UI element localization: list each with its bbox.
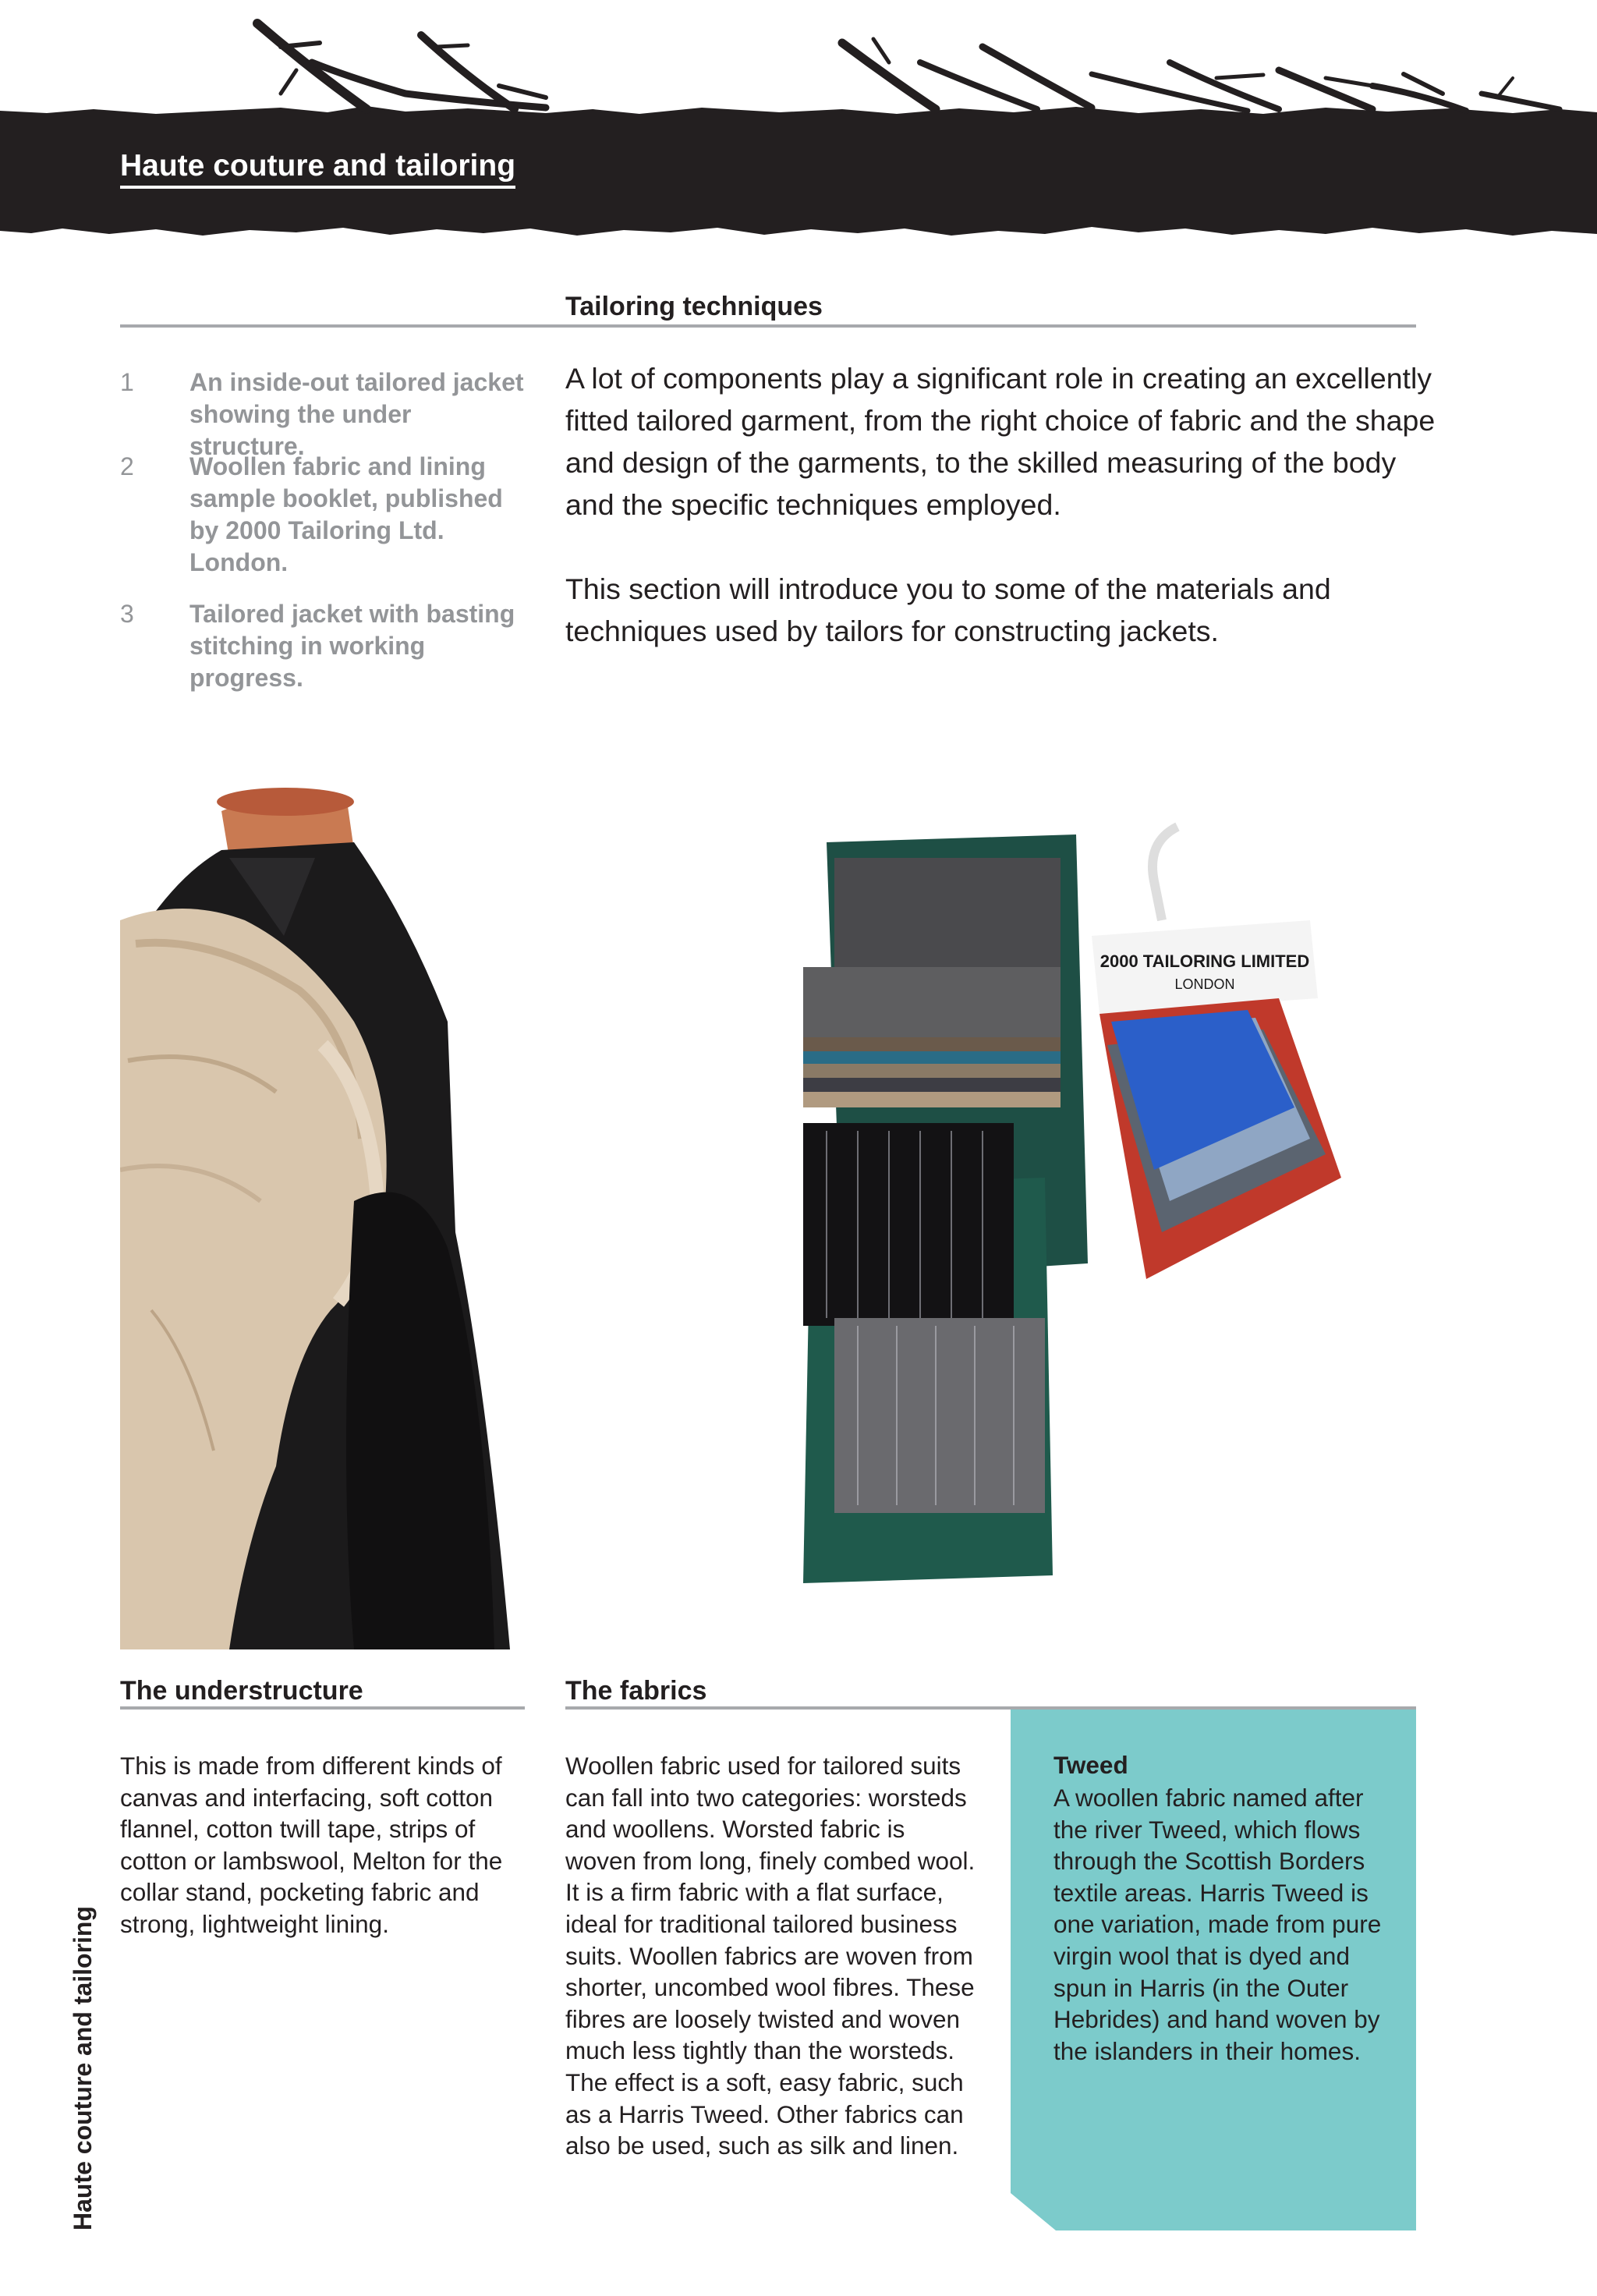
header-title: Haute couture and tailoring	[120, 148, 515, 189]
understructure-rule	[120, 1706, 525, 1710]
fabrics-text: Woollen fabric used for tailored suits can fall into two categories: worsteds and woollens. Worsted fabric is woven from long, finely combed wool. It is a firm fabric with a flat surface, ideal for traditional tailored business suits. Woollen fabrics are woven from shorter, uncombed wool fibres. These fibres are loosely twisted and woven much less tightly than the worsteds. The effect is a soft, easy fabric, such as a Harris Tweed. Other fabrics can also be used, such as silk and linen.	[565, 1752, 976, 2160]
fabrics-heading: The fabrics	[565, 1676, 707, 1706]
sample-label-line-1: 2000 TAILORING LIMITED	[1099, 951, 1310, 971]
jacket-photo	[120, 764, 557, 1649]
tailoring-techniques-heading: Tailoring techniques	[565, 292, 823, 321]
sample-label-line-2: LONDON	[1174, 976, 1235, 992]
caption-2	[120, 451, 526, 579]
caption-text: Woollen fabric and lining sample booklet, published by 2000 Tailoring Ltd. London.	[189, 452, 503, 576]
tweed-text: A woollen fabric named after the river Tweed, which flows through the Scottish Borders textile areas. Harris Tweed is one variation, made from pure virgin wool that is dyed and spun in Harris (in the Outer Hebrides) and hand woven by the islanders in their homes.	[1053, 1784, 1382, 2065]
side-label: Haute couture and tailoring	[69, 1905, 97, 2230]
tweed-title: Tweed	[1053, 1751, 1128, 1779]
caption-text: An inside-out tailored jacket showing the under structure.	[189, 368, 524, 460]
caption-text: Tailored jacket with basting stitching in working progress.	[189, 600, 515, 692]
understructure-heading: The understructure	[120, 1676, 363, 1706]
header-banner	[0, 0, 1597, 250]
intro-text	[565, 357, 1439, 694]
top-rule	[120, 324, 1416, 328]
caption-1	[120, 367, 526, 462]
caption-number: 1	[120, 368, 134, 396]
intro-paragraph-1: A lot of components play a significant role in creating an excellently fitted tailored garment, from the right choice of fabric and the shape and design of the garments, to the skilled measuring of the body and the specific techniques employed.	[565, 362, 1436, 521]
understructure-text: This is made from different kinds of canvas and interfacing, soft cotton flannel, cotton twill tape, strips of cotton or lambswool, Melton for the collar stand, pocketing fabric and strong, lightweight lining.	[120, 1752, 503, 1938]
caption-number: 3	[120, 600, 134, 628]
caption-number: 2	[120, 452, 134, 480]
fabric-samples-photo	[780, 811, 1435, 1591]
fabrics-rule	[565, 1706, 1416, 1710]
intro-paragraph-2: This section will introduce you to some of the materials and techniques used by tailors for constructing jackets.	[565, 572, 1331, 647]
caption-3	[120, 598, 526, 694]
